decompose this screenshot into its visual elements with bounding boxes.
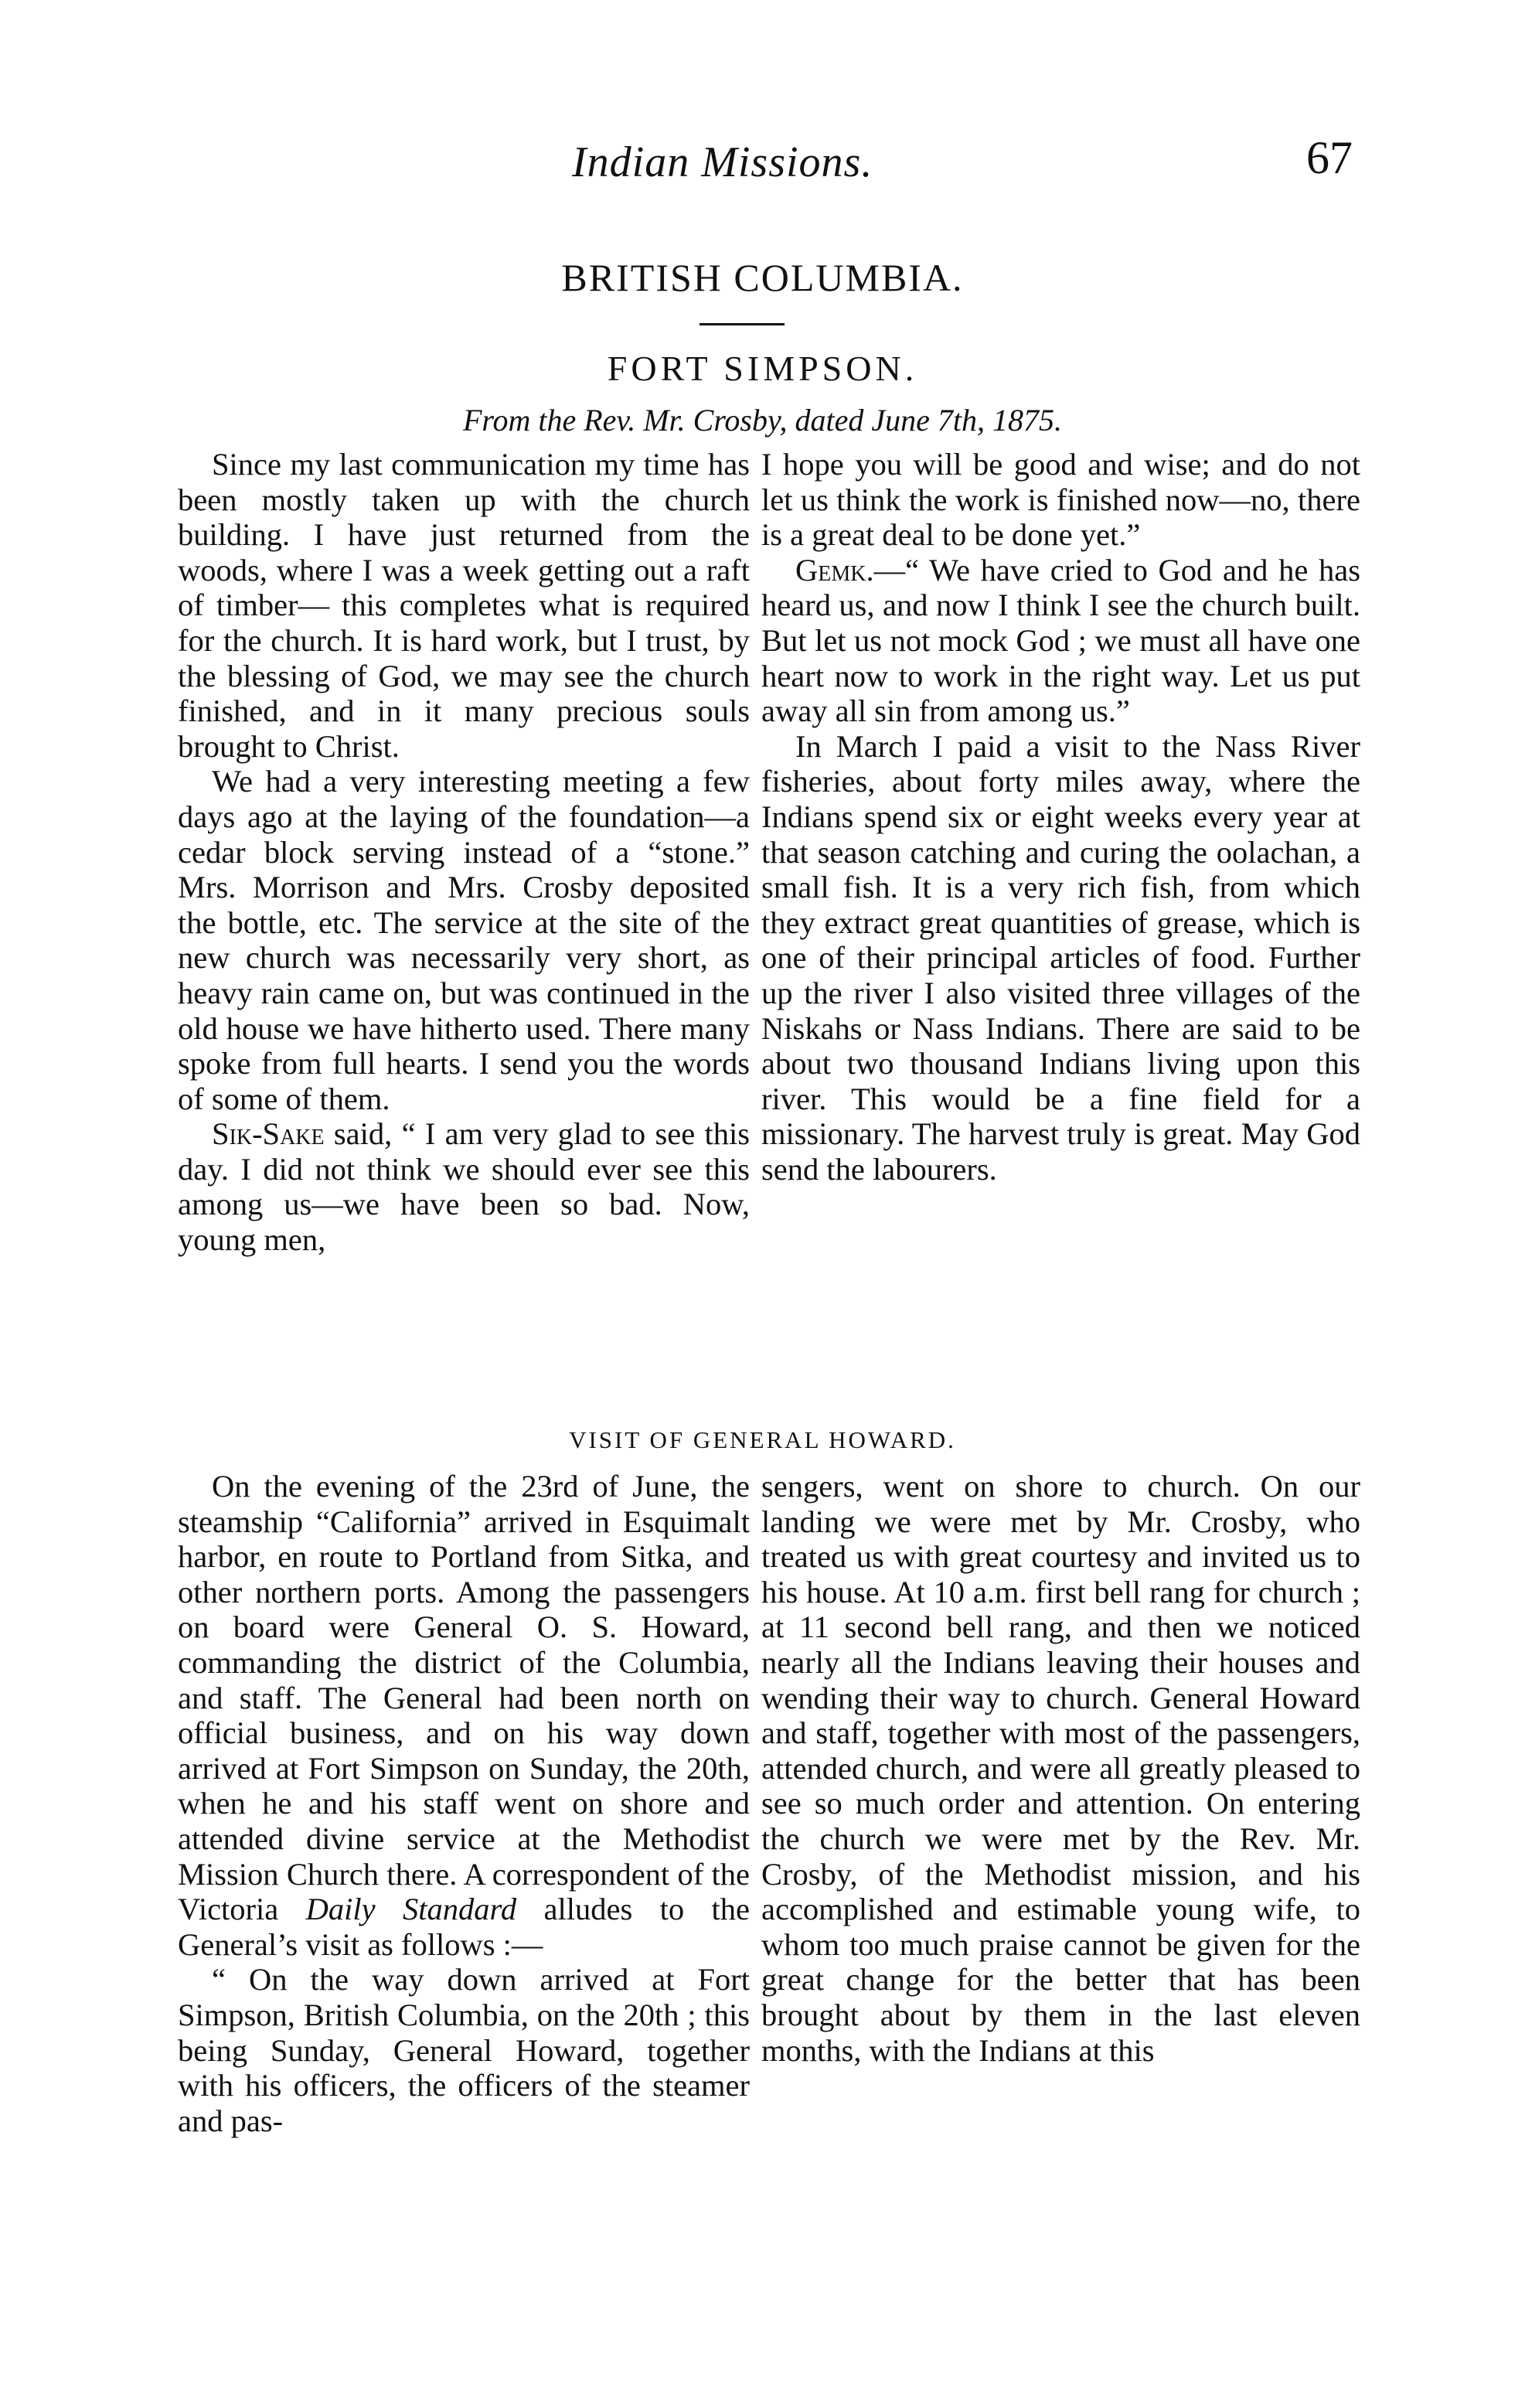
paragraph-communication: Since my last communication my time has been mostly taken up with the church building. I have just returned from the woods, where I was a week getting out a raft of timber— this completes what is required for the church. It is hard work, but I trust, by the blessing of God, we may see the church finished, and in it many precious souls brought to Christ. (178, 447, 750, 764)
paragraph-meeting: We had a very interesting meeting a few days ago at the laying of the foundation—a cedar block serving instead of a “stone.” Mrs. Morrison and Mrs. Crosby deposited the bottle, etc. The service at the site of the new church was necessarily very short, as heavy rain came on, but was continued in the old house we have hitherto used. There many spoke from full hearts. I send you the words of some of them. (178, 764, 750, 1116)
title-rule (700, 323, 785, 325)
gemk-speech: —“ We have cried to God and he has heard us, and now I think I see the church built. But let us not mock God ; we must all have one heart now to work in the right way. Let us put away all sin from among us.” (761, 552, 1360, 729)
sik-sake-speech: said, “ I am very glad to see this day. I did not think we should ever see this among us—we have been so bad. Now, young men, (178, 1116, 750, 1258)
article-title-general-howard: VISIT OF GENERAL HOWARD. (569, 1426, 956, 1453)
paragraph-quote-continued: sengers, went on shore to church. On our landing we were met by Mr. Crosby, who treated us with great courtesy and invited us to his house. At 10 a.m. first bell rang for church ; at 11 second bell rang, and then we noticed nearly all the Indians leaving their houses and wending their way to church. General Howard and staff, together with most of the passengers, attended church, and were all greatly pleased to see so much order and attention. On entering the church we were met by the Rev. Mr. Crosby, of the Methodist mission, and his accomplished and estimable young wife, to whom too much praise cannot be given for the great change for the better that has been brought about by them in the last eleven months, with the Indians at this (761, 1469, 1360, 2068)
paragraph-gemk (761, 553, 1360, 729)
speaker-gemk: Gemk. (795, 552, 874, 588)
article2-column-right (761, 1469, 1360, 2068)
article-title-fort-simpson: FORT SIMPSON. (607, 349, 918, 388)
speaker-sik-sake: Sik-Sake (212, 1116, 325, 1152)
running-title: Indian Missions. (572, 138, 873, 186)
page-number: 67 (1306, 132, 1353, 183)
running-head (0, 124, 1525, 193)
paragraph-california (178, 1469, 750, 1962)
section-title: BRITISH COLUMBIA. (561, 256, 964, 299)
byline: From the Rev. Mr. Crosby, dated June 7th, 1875. (462, 403, 1063, 438)
california-text-b: alludes to the General’s visit as follows :— (178, 1892, 750, 1962)
paragraph-sik-sake-continued: I hope you will be good and wise; and do not let us think the work is finished now—no, there is a great deal to be done yet.” (761, 447, 1360, 553)
article2-column-left (178, 1469, 750, 2138)
paragraph-quote-start: “ On the way down arrived at Fort Simpson, British Columbia, on the 20th ; this being Sunday, General Howard, together with his officers, the officers of the steamer and pas- (178, 1962, 750, 2138)
paragraph-sik-sake (178, 1116, 750, 1257)
california-text-a: On the evening of the 23rd of June, the steamship “California” arrived in Esquimalt harbor, en route to Portland from Sitka, and other northern ports. Among the passengers on board were General O. S. Howard, commanding the district of the Columbia, and staff. The General had been north on official business, and on his way down arrived at Fort Simpson on Sunday, the 20th, when he and his staff went on shore and attended divine service at the Methodist Mission Church there. A correspondent of the Victoria (178, 1469, 750, 1927)
newspaper-title: Daily Standard (305, 1892, 517, 1927)
article1-column-left (178, 447, 750, 1258)
article1-column-right (761, 447, 1360, 1187)
paragraph-nass-river: In March I paid a visit to the Nass River fisheries, about forty miles away, where the Indians spend six or eight weeks every year at that season catching and curing the oolachan, a small fish. It is a very rich fish, from which they extract great quantities of grease, which is one of their principal articles of food. Further up the river I also visited three villages of the Niskahs or Nass Indians. There are said to be about two thousand Indians living upon this river. This would be a fine field for a missionary. The harvest truly is great. May God send the labourers. (761, 728, 1360, 1187)
